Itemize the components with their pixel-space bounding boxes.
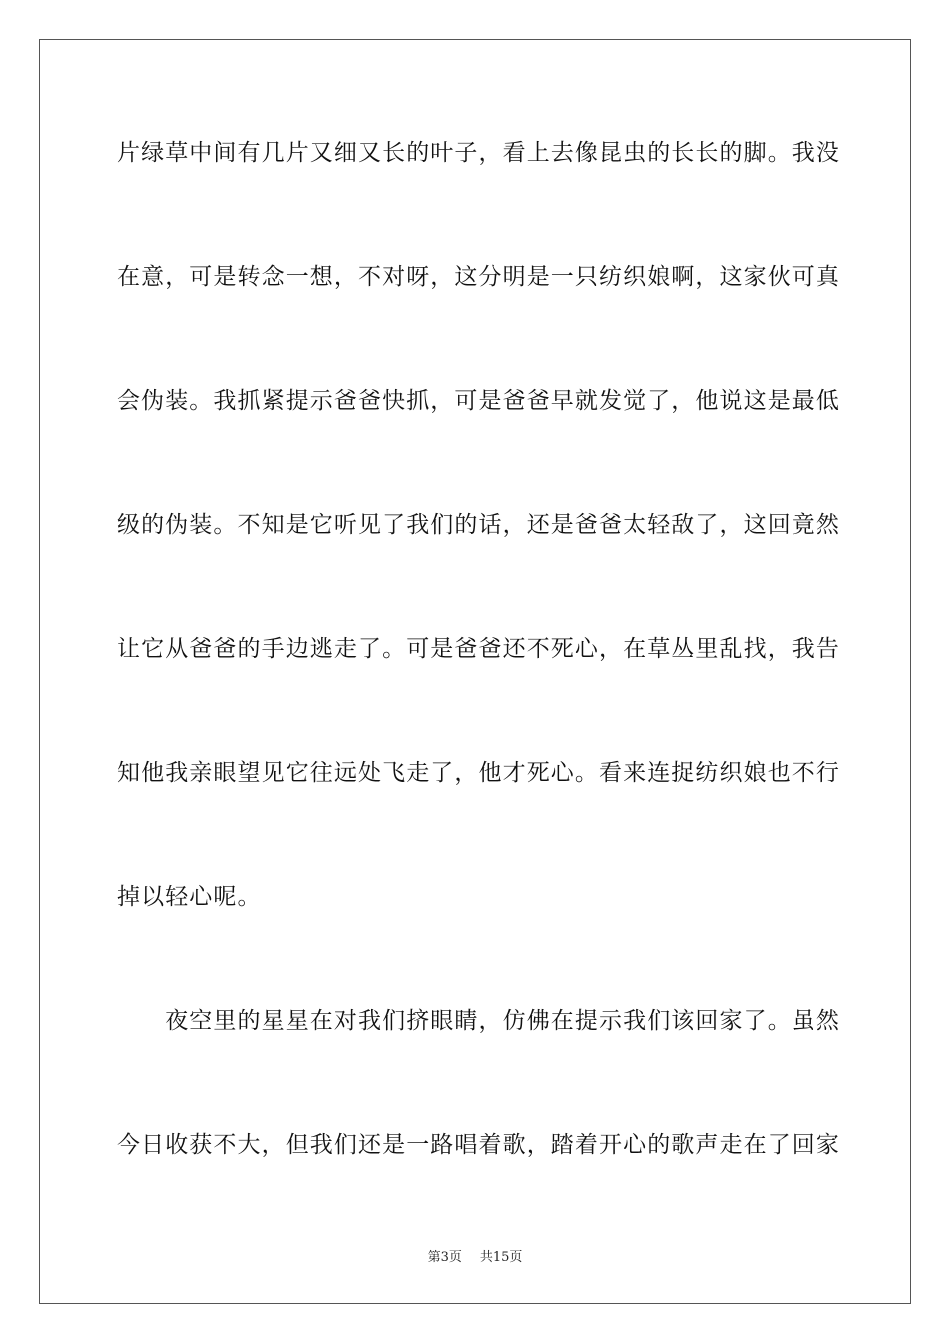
total-pages: 共15页 bbox=[479, 1250, 523, 1265]
text-line-9: 今日收获不大，但我们还是一路唱着歌，踏着开心的歌声走在了回家 bbox=[117, 1132, 840, 1158]
text-line-4: 级的伪装。不知是它听见了我们的话，还是爸爸太轻敌了，这回竟然 bbox=[117, 512, 840, 538]
text-line-3: 会伪装。我抓紧提示爸爸快抓，可是爸爸早就发觉了，他说这是最低 bbox=[117, 388, 840, 414]
page-number: 第3页 bbox=[427, 1250, 462, 1265]
text-line-5: 让它从爸爸的手边逃走了。可是爸爸还不死心，在草丛里乱找，我告 bbox=[117, 636, 840, 662]
text-line-1: 片绿草中间有几片又细又长的叶子，看上去像昆虫的长长的脚。我没 bbox=[117, 140, 840, 166]
text-line-7: 掉以轻心呢。 bbox=[117, 884, 262, 910]
text-line-8: 夜空里的星星在对我们挤眼睛，仿佛在提示我们该回家了。虽然 bbox=[117, 1008, 840, 1034]
page-footer bbox=[0, 1246, 950, 1265]
text-line-2: 在意，可是转念一想，不对呀，这分明是一只纺织娘啊，这家伙可真 bbox=[117, 264, 840, 290]
page-border bbox=[39, 39, 911, 1304]
text-line-6: 知他我亲眼望见它往远处飞走了，他才死心。看来连捉纺织娘也不行 bbox=[117, 760, 840, 786]
